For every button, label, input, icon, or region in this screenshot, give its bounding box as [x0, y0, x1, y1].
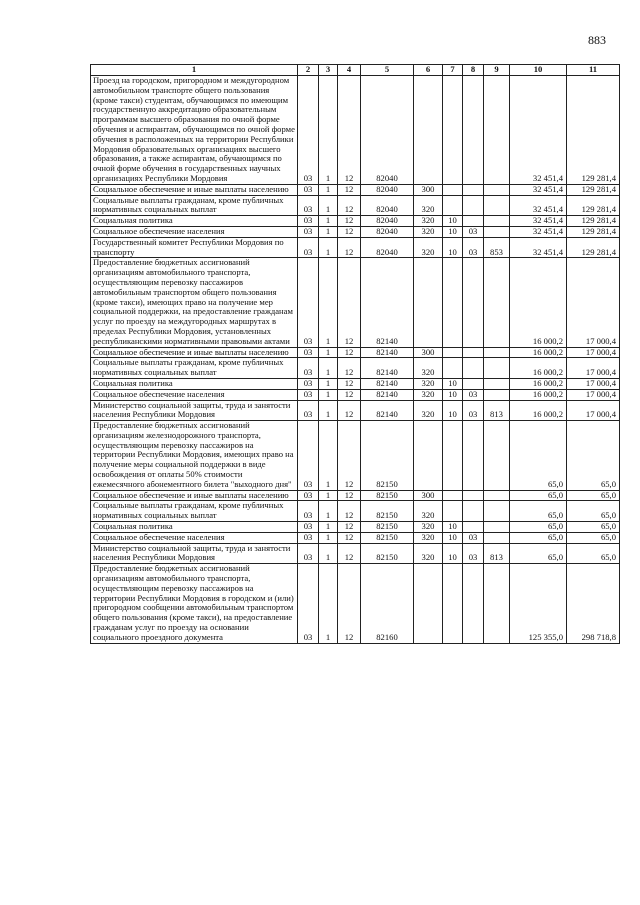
- code-cell: [463, 378, 484, 389]
- amount-cell: 16 000,2: [510, 400, 567, 421]
- code-cell: 320: [414, 400, 443, 421]
- code-cell: [463, 564, 484, 643]
- table-row: [91, 532, 620, 543]
- code-cell: [463, 522, 484, 533]
- table-row: [91, 347, 620, 358]
- code-cell: 12: [338, 532, 361, 543]
- code-cell: 03: [298, 347, 319, 358]
- code-cell: 03: [463, 237, 484, 258]
- code-cell: 03: [298, 501, 319, 522]
- amount-cell: 17 000,4: [567, 400, 620, 421]
- code-cell: 03: [298, 226, 319, 237]
- code-cell: 1: [319, 490, 338, 501]
- code-cell: 03: [298, 258, 319, 347]
- amount-cell: 16 000,2: [510, 378, 567, 389]
- column-header: 7: [443, 65, 463, 76]
- code-cell: [484, 258, 510, 347]
- code-cell: 12: [338, 501, 361, 522]
- code-cell: 03: [298, 216, 319, 227]
- code-cell: [484, 532, 510, 543]
- column-header: 8: [463, 65, 484, 76]
- row-name-cell: Социальное обеспечение и иные выплаты населению: [91, 347, 298, 358]
- code-cell: 03: [298, 358, 319, 379]
- code-cell: 1: [319, 237, 338, 258]
- code-cell: 12: [338, 421, 361, 491]
- row-name-cell: Социальные выплаты гражданам, кроме публичных нормативных социальных выплат: [91, 501, 298, 522]
- row-name-cell: Министерство социальной защиты, труда и занятости населения Республики Мордовия: [91, 543, 298, 564]
- code-cell: 1: [319, 216, 338, 227]
- code-cell: 82040: [361, 184, 414, 195]
- column-header: 1: [91, 65, 298, 76]
- amount-cell: 65,0: [567, 532, 620, 543]
- code-cell: 1: [319, 522, 338, 533]
- code-cell: 12: [338, 490, 361, 501]
- code-cell: 1: [319, 76, 338, 185]
- code-cell: 1: [319, 564, 338, 643]
- code-cell: [484, 184, 510, 195]
- code-cell: [443, 76, 463, 185]
- code-cell: 320: [414, 378, 443, 389]
- amount-cell: 65,0: [510, 522, 567, 533]
- code-cell: [463, 421, 484, 491]
- code-cell: 320: [414, 195, 443, 216]
- code-cell: 12: [338, 522, 361, 533]
- amount-cell: 125 355,0: [510, 564, 567, 643]
- code-cell: 82150: [361, 501, 414, 522]
- code-cell: 03: [298, 389, 319, 400]
- amount-cell: 16 000,2: [510, 358, 567, 379]
- column-header: 9: [484, 65, 510, 76]
- code-cell: 12: [338, 564, 361, 643]
- table-row: [91, 258, 620, 347]
- code-cell: [463, 358, 484, 379]
- column-header: 4: [338, 65, 361, 76]
- row-name-cell: Социальное обеспечение и иные выплаты населению: [91, 184, 298, 195]
- amount-cell: 16 000,2: [510, 347, 567, 358]
- code-cell: 1: [319, 389, 338, 400]
- row-name-cell: Социальная политика: [91, 378, 298, 389]
- code-cell: 82040: [361, 76, 414, 185]
- amount-cell: 65,0: [567, 522, 620, 533]
- header-row: [91, 65, 620, 76]
- amount-cell: 129 281,4: [567, 195, 620, 216]
- code-cell: 82140: [361, 389, 414, 400]
- code-cell: 10: [443, 378, 463, 389]
- code-cell: 82140: [361, 378, 414, 389]
- code-cell: [463, 184, 484, 195]
- code-cell: 03: [298, 76, 319, 185]
- code-cell: 12: [338, 389, 361, 400]
- amount-cell: 129 281,4: [567, 226, 620, 237]
- code-cell: [443, 184, 463, 195]
- amount-cell: 32 451,4: [510, 184, 567, 195]
- row-name-cell: Социальная политика: [91, 522, 298, 533]
- column-header: 6: [414, 65, 443, 76]
- row-name-cell: Социальные выплаты гражданам, кроме публичных нормативных социальных выплат: [91, 358, 298, 379]
- code-cell: 03: [298, 532, 319, 543]
- table-row: [91, 543, 620, 564]
- amount-cell: 17 000,4: [567, 358, 620, 379]
- amount-cell: 65,0: [510, 421, 567, 491]
- table-row: [91, 522, 620, 533]
- row-name-cell: Социальное обеспечение населения: [91, 389, 298, 400]
- amount-cell: 129 281,4: [567, 216, 620, 227]
- code-cell: 320: [414, 226, 443, 237]
- code-cell: 1: [319, 421, 338, 491]
- code-cell: 82140: [361, 358, 414, 379]
- code-cell: 82040: [361, 237, 414, 258]
- code-cell: [443, 421, 463, 491]
- code-cell: [443, 258, 463, 347]
- amount-cell: 65,0: [567, 543, 620, 564]
- code-cell: 03: [463, 532, 484, 543]
- code-cell: 12: [338, 226, 361, 237]
- code-cell: 320: [414, 216, 443, 227]
- row-name-cell: Социальная политика: [91, 216, 298, 227]
- table-row: [91, 378, 620, 389]
- amount-cell: 65,0: [567, 501, 620, 522]
- code-cell: 03: [298, 490, 319, 501]
- amount-cell: 65,0: [567, 421, 620, 491]
- table-row: [91, 501, 620, 522]
- column-header: 2: [298, 65, 319, 76]
- amount-cell: 32 451,4: [510, 226, 567, 237]
- code-cell: 1: [319, 347, 338, 358]
- code-cell: 12: [338, 347, 361, 358]
- code-cell: 03: [298, 378, 319, 389]
- code-cell: 10: [443, 216, 463, 227]
- row-name-cell: Социальное обеспечение населения: [91, 532, 298, 543]
- code-cell: [463, 216, 484, 227]
- code-cell: 1: [319, 532, 338, 543]
- column-header: 11: [567, 65, 620, 76]
- code-cell: 12: [338, 76, 361, 185]
- code-cell: 03: [298, 421, 319, 491]
- code-cell: [414, 258, 443, 347]
- code-cell: 03: [463, 400, 484, 421]
- row-name-cell: Министерство социальной защиты, труда и занятости населения Республики Мордовия: [91, 400, 298, 421]
- code-cell: 82140: [361, 400, 414, 421]
- code-cell: [463, 347, 484, 358]
- code-cell: [484, 226, 510, 237]
- code-cell: 82140: [361, 347, 414, 358]
- row-name-cell: Социальные выплаты гражданам, кроме публичных нормативных социальных выплат: [91, 195, 298, 216]
- code-cell: 813: [484, 400, 510, 421]
- code-cell: [443, 347, 463, 358]
- amount-cell: 65,0: [567, 490, 620, 501]
- table-body: [91, 76, 620, 644]
- code-cell: [484, 501, 510, 522]
- code-cell: 320: [414, 522, 443, 533]
- code-cell: 82040: [361, 195, 414, 216]
- code-cell: 82040: [361, 226, 414, 237]
- amount-cell: 129 281,4: [567, 237, 620, 258]
- code-cell: 03: [463, 226, 484, 237]
- table-row: [91, 400, 620, 421]
- amount-cell: 17 000,4: [567, 378, 620, 389]
- column-header: 10: [510, 65, 567, 76]
- code-cell: [443, 490, 463, 501]
- amount-cell: 129 281,4: [567, 76, 620, 185]
- row-name-cell: Государственный комитет Республики Мордовия по транспорту: [91, 237, 298, 258]
- code-cell: [463, 76, 484, 185]
- code-cell: 12: [338, 378, 361, 389]
- code-cell: [484, 522, 510, 533]
- code-cell: [463, 195, 484, 216]
- code-cell: 03: [298, 522, 319, 533]
- code-cell: 10: [443, 389, 463, 400]
- code-cell: 82150: [361, 543, 414, 564]
- code-cell: 82140: [361, 258, 414, 347]
- amount-cell: 65,0: [510, 490, 567, 501]
- code-cell: [414, 76, 443, 185]
- code-cell: 12: [338, 258, 361, 347]
- code-cell: [484, 378, 510, 389]
- code-cell: 03: [298, 195, 319, 216]
- code-cell: 853: [484, 237, 510, 258]
- code-cell: 82040: [361, 216, 414, 227]
- code-cell: 03: [463, 543, 484, 564]
- code-cell: 03: [298, 237, 319, 258]
- column-header: 5: [361, 65, 414, 76]
- code-cell: 1: [319, 400, 338, 421]
- code-cell: 813: [484, 543, 510, 564]
- code-cell: 1: [319, 358, 338, 379]
- code-cell: 03: [298, 564, 319, 643]
- table-row: [91, 216, 620, 227]
- table-row: [91, 195, 620, 216]
- code-cell: [463, 501, 484, 522]
- code-cell: 12: [338, 400, 361, 421]
- table-row: [91, 184, 620, 195]
- table-row: [91, 389, 620, 400]
- code-cell: 12: [338, 184, 361, 195]
- code-cell: 12: [338, 237, 361, 258]
- code-cell: 82160: [361, 564, 414, 643]
- row-name-cell: Предоставление бюджетных ассигнований организациям железнодорожного транспорта, осуществляющим перевозку пассажиров на территории Республики Мордовия, имеющих право на получение меры социальной поддержки в виде освобождения от оплаты 50% стоимости ежемесячного абонементного билета "выходного дня": [91, 421, 298, 491]
- code-cell: 320: [414, 543, 443, 564]
- code-cell: 10: [443, 522, 463, 533]
- code-cell: 82150: [361, 490, 414, 501]
- page-number: 883: [588, 33, 606, 47]
- amount-cell: 32 451,4: [510, 195, 567, 216]
- amount-cell: 16 000,2: [510, 389, 567, 400]
- code-cell: [484, 76, 510, 185]
- row-name-cell: Социальное обеспечение населения: [91, 226, 298, 237]
- code-cell: 1: [319, 195, 338, 216]
- code-cell: 10: [443, 543, 463, 564]
- table-row: [91, 358, 620, 379]
- table-row: [91, 237, 620, 258]
- code-cell: 300: [414, 347, 443, 358]
- table-row: [91, 226, 620, 237]
- code-cell: [484, 216, 510, 227]
- code-cell: 82150: [361, 532, 414, 543]
- code-cell: 1: [319, 378, 338, 389]
- code-cell: 10: [443, 237, 463, 258]
- code-cell: 03: [298, 400, 319, 421]
- code-cell: 12: [338, 543, 361, 564]
- row-name-cell: Проезд на городском, пригородном и междугородном автомобильном транспорте общего пользования (кроме такси) студентам, обучающимся по имеющим государственную аккредитацию образовательным программам высшего образования по очной форме обучения и аспирантам, обучающимся по очной форме обучения в расположенных на территории Республики Мордовия образовательных организациях высшего образования, а также аспирантам, обучающимся по очной форме обучения в государственных научных организациях Республики Мордовия: [91, 76, 298, 185]
- code-cell: 320: [414, 389, 443, 400]
- code-cell: 1: [319, 258, 338, 347]
- code-cell: [484, 389, 510, 400]
- code-cell: [484, 195, 510, 216]
- code-cell: 12: [338, 358, 361, 379]
- amount-cell: 17 000,4: [567, 389, 620, 400]
- code-cell: [443, 501, 463, 522]
- row-name-cell: Социальное обеспечение и иные выплаты населению: [91, 490, 298, 501]
- code-cell: 03: [463, 389, 484, 400]
- code-cell: 300: [414, 490, 443, 501]
- amount-cell: 32 451,4: [510, 76, 567, 185]
- amount-cell: 129 281,4: [567, 184, 620, 195]
- code-cell: 300: [414, 184, 443, 195]
- code-cell: [443, 564, 463, 643]
- code-cell: 320: [414, 501, 443, 522]
- code-cell: [484, 421, 510, 491]
- row-name-cell: Предоставление бюджетных ассигнований организациям автомобильного транспорта, осуществляющим перевозку пассажиров автомобильным транспортом общего пользования (кроме такси), имеющих право на получение мер социальной поддержки, на предоставление гражданам услуг по проезду на междугородных маршрутах в пределах Республики Мордовия, установленных республиканскими нормативными правовыми актами: [91, 258, 298, 347]
- column-header: 3: [319, 65, 338, 76]
- code-cell: 10: [443, 226, 463, 237]
- code-cell: 10: [443, 400, 463, 421]
- amount-cell: 17 000,4: [567, 347, 620, 358]
- row-name-cell: Предоставление бюджетных ассигнований организациям автомобильного транспорта, осуществляющим перевозку пассажиров на территории Республики Мордовия в городском и (или) пригородном сообщении автомобильным транспортом общего пользования (кроме такси), на предоставление гражданам услуг по проезду на основании социального проездного документа: [91, 564, 298, 643]
- code-cell: 320: [414, 237, 443, 258]
- code-cell: [484, 347, 510, 358]
- table-row: [91, 421, 620, 491]
- code-cell: 82150: [361, 421, 414, 491]
- code-cell: [443, 358, 463, 379]
- code-cell: 12: [338, 195, 361, 216]
- code-cell: 320: [414, 358, 443, 379]
- code-cell: 10: [443, 532, 463, 543]
- code-cell: 03: [298, 184, 319, 195]
- amount-cell: 16 000,2: [510, 258, 567, 347]
- code-cell: [414, 564, 443, 643]
- code-cell: [484, 490, 510, 501]
- amount-cell: 17 000,4: [567, 258, 620, 347]
- code-cell: 1: [319, 226, 338, 237]
- amount-cell: 65,0: [510, 543, 567, 564]
- code-cell: [463, 258, 484, 347]
- code-cell: [414, 421, 443, 491]
- code-cell: [443, 195, 463, 216]
- code-cell: 1: [319, 543, 338, 564]
- amount-cell: 32 451,4: [510, 216, 567, 227]
- code-cell: 1: [319, 184, 338, 195]
- table-row: [91, 76, 620, 185]
- code-cell: 82150: [361, 522, 414, 533]
- code-cell: 1: [319, 501, 338, 522]
- code-cell: 320: [414, 532, 443, 543]
- amount-cell: 32 451,4: [510, 237, 567, 258]
- budget-table: [90, 64, 620, 644]
- code-cell: 03: [298, 543, 319, 564]
- amount-cell: 65,0: [510, 532, 567, 543]
- code-cell: [463, 490, 484, 501]
- table-row: [91, 564, 620, 643]
- amount-cell: 65,0: [510, 501, 567, 522]
- code-cell: [484, 358, 510, 379]
- code-cell: 12: [338, 216, 361, 227]
- code-cell: [484, 564, 510, 643]
- table-row: [91, 490, 620, 501]
- amount-cell: 298 718,8: [567, 564, 620, 643]
